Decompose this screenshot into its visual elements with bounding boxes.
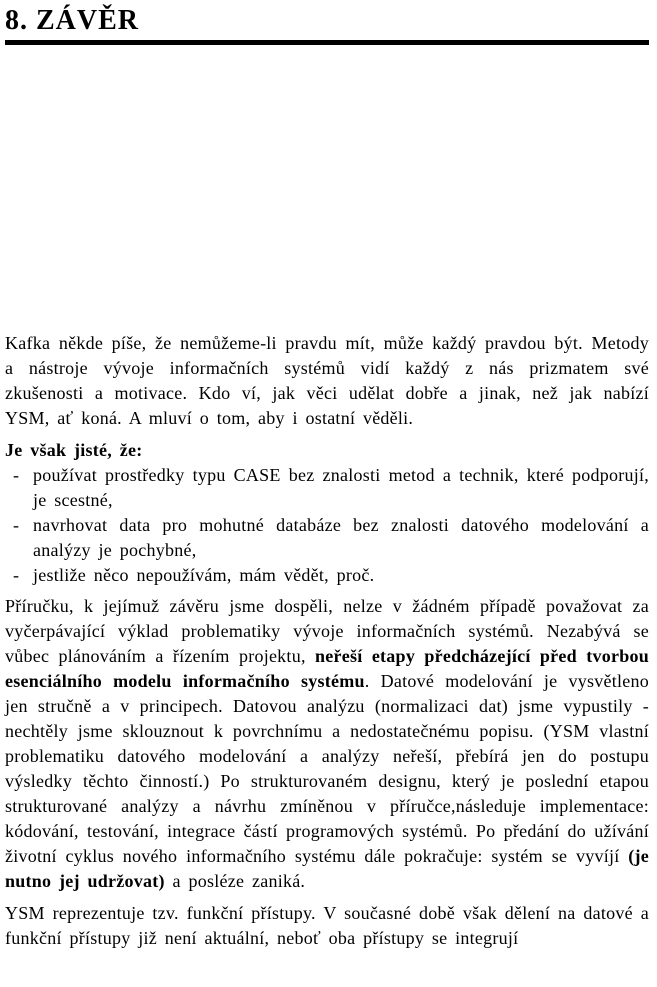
dash-bullet: - bbox=[13, 465, 20, 486]
intro-paragraph: Kafka někde píše, že nemůžeme-li pravdu mít, může každý pravdou být. Metody a nástroje vývoje informačních systémů vidí každý z nás prizmatem své zkušenosti a motivace. Kdo ví, jak věci udělat dobře a jinak, než jak nabízí YSM, ať koná. A mluví o tom, aby i ostatní věděli. bbox=[5, 333, 649, 429]
list-item bbox=[5, 563, 649, 588]
list-item-text: jestliže něco nepoužívám, mám vědět, proč. bbox=[33, 565, 375, 586]
list-item bbox=[5, 513, 649, 563]
dash-bullet: - bbox=[13, 515, 20, 536]
chapter-heading: 8. ZÁVĚR bbox=[5, 5, 140, 36]
list-item-text: navrhovat data pro mohutné databáze bez znalosti datového modelování a analýzy je pochybné, bbox=[33, 515, 649, 561]
list-item-text: používat prostředky typu CASE bez znalosti metod a technik, které podporují, je scestné, bbox=[33, 465, 649, 511]
dash-list bbox=[5, 463, 649, 588]
closing-paragraph: YSM reprezentuje tzv. funkční přístupy. V současné době však dělení na datové a funkční přístupy již není aktuální, neboť oba přístupy se integrují bbox=[5, 903, 649, 949]
dash-bullet: - bbox=[13, 565, 20, 586]
blank-space bbox=[5, 45, 649, 331]
page-body bbox=[5, 331, 649, 951]
list-intro: Je však jisté, že: bbox=[5, 440, 143, 461]
list-item bbox=[5, 463, 649, 513]
main-paragraph: Příručku, k jejímuž závěru jsme dospěli, nelze v žádném případě považovat za vyčerpávající výklad problematiky vývoje informačních systémů. Nezabývá se vůbec plánováním a řízením projektu, neřeší etapy předcházející před tvorbou esenciálního modelu informačního systému. Datové modelování je vysvětleno jen stručně a v principech. Datovou analýzu (normalizaci dat) jsme vypustily - nechtěly jsme sklouznout k povrchnímu a nedostatečnému popisu. (YSM vlastní problematiku datového modelování a analýzy neřeší, přebírá jen do postupu výsledky těchto činností.) Po strukturovaném designu, který je poslední etapou strukturované analýzy a návrhu zmíněnou v příručce,následuje implementace: kódování, testování, integrace částí programových systémů. Po předání do užívání životní cyklus nového informačního systému dále pokračuje: systém se vyvíjí (je nutno jej udržovat) a posléze zaniká. bbox=[5, 596, 650, 892]
